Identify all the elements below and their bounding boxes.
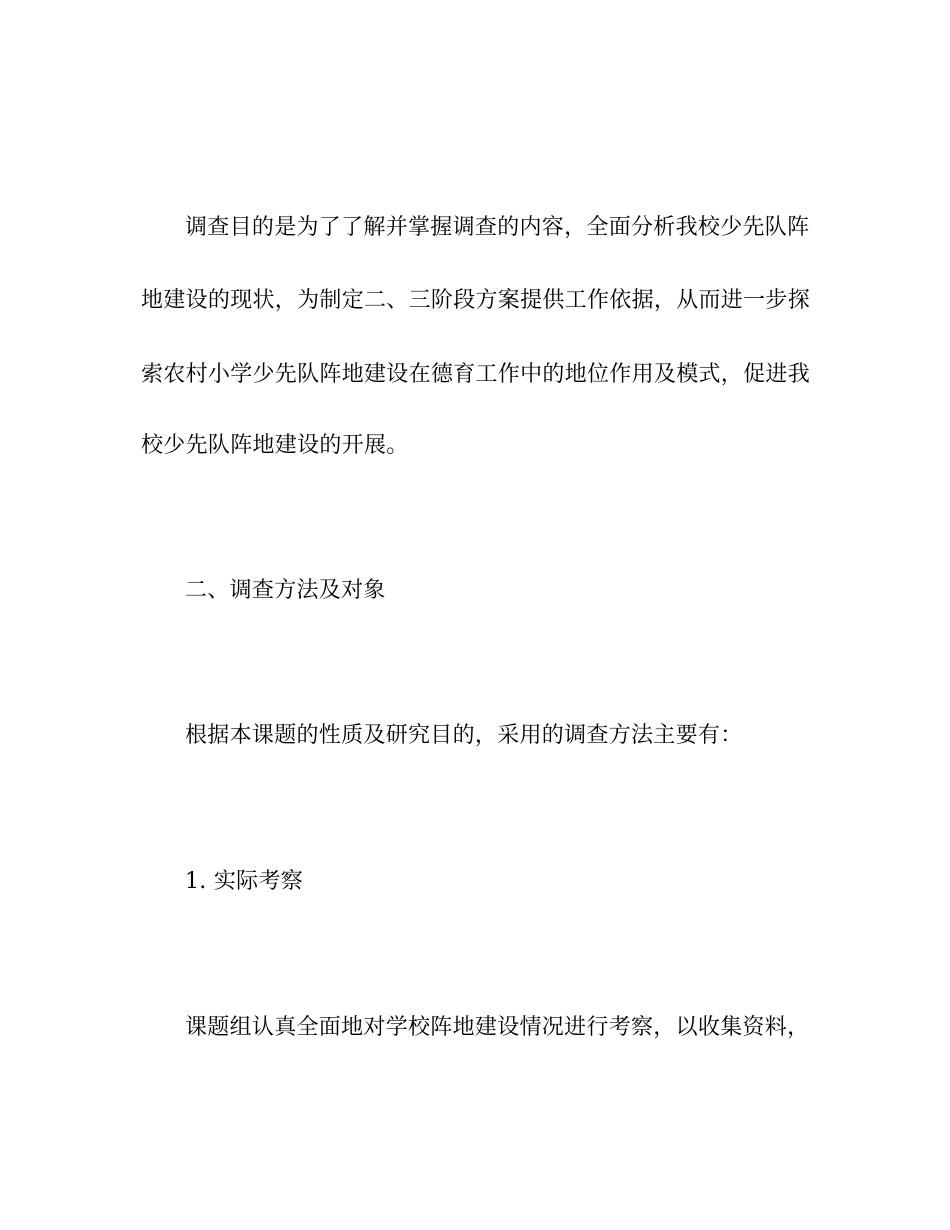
section-heading-methods: 二、调查方法及对象 [185,578,386,603]
paragraph-purpose-line-4: 校少先队阵地建设的开展。 [141,433,409,458]
paragraph-purpose-line-1: 调查目的是为了了解并掌握调查的内容，全面分析我校少先队阵 [185,215,810,240]
paragraph-method-1-line-1: 课题组认真全面地对学校阵地建设情况进行考察，以收集资料， [185,1015,810,1040]
paragraph-purpose-line-2: 地建设的现状，为制定二、三阶段方案提供工作依据，从而进一步探 [141,288,811,313]
paragraph-methods-intro: 根据本课题的性质及研究目的，采用的调查方法主要有： [185,723,743,748]
paragraph-purpose-line-3: 索农村小学少先队阵地建设在德育工作中的地位作用及模式，促进我 [141,362,811,387]
method-item-1: 1. 实际考察 [185,869,304,894]
